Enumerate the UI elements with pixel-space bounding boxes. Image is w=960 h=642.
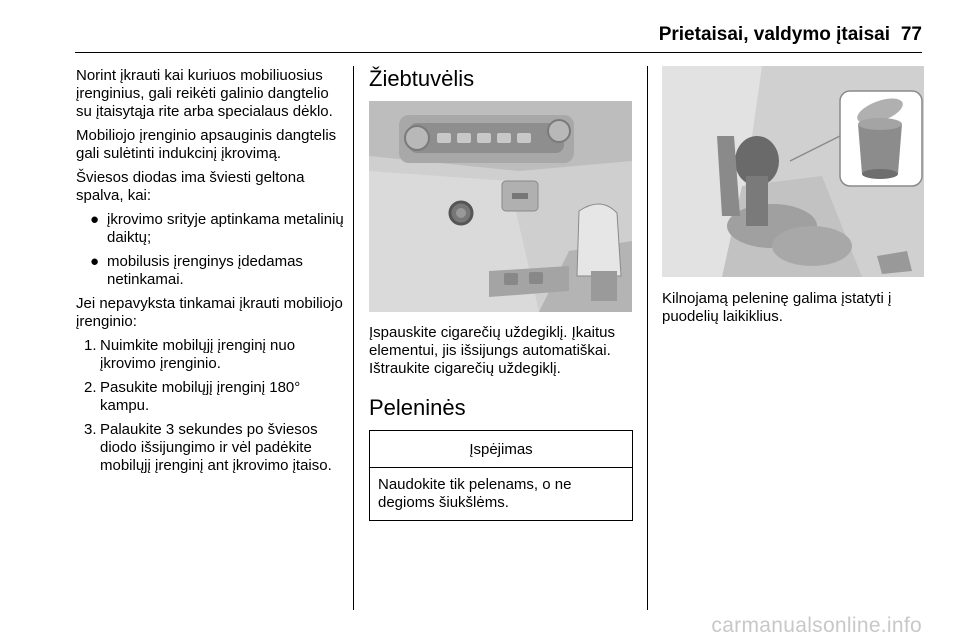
column-middle xyxy=(369,66,633,521)
header-rule xyxy=(75,52,922,53)
section-heading: Žiebtuvėlis xyxy=(369,66,475,91)
bullet-icon: ● xyxy=(90,253,100,270)
section-heading: Peleninės xyxy=(369,395,466,420)
list-item-text: įkrovimo srityje aptinkama metalinių daiktų; xyxy=(107,211,344,246)
paragraph: Jei nepavyksta tinkamai įkrauti mobiliojo įrenginio: xyxy=(76,295,343,330)
page-header xyxy=(0,0,960,60)
list-item-text: mobilusis įrenginys įdedamas netinkamai. xyxy=(107,253,303,288)
warning-text: Naudokite tik pelenams, o ne degioms šiukšlėms. xyxy=(378,476,572,511)
list-item xyxy=(76,379,346,415)
warning-title: Įspėjimas xyxy=(370,431,632,468)
step-number: 1. xyxy=(84,337,97,354)
step-number: 2. xyxy=(84,379,97,396)
warning-box xyxy=(369,430,633,521)
bullet-icon: ● xyxy=(90,211,100,228)
watermark: carmanualsonline.info xyxy=(711,614,922,637)
list-item xyxy=(76,211,346,247)
ashtray-photo xyxy=(662,66,924,277)
page-number: 77 xyxy=(900,24,922,45)
list-item xyxy=(76,421,346,475)
paragraph: Norint įkrauti kai kuriuos mobiliuosius įrenginius, gali reikėti galinio dangtelio su įtaisytąja rite arba specialaus dėklo. xyxy=(76,67,333,120)
column-right xyxy=(662,66,924,332)
column-divider xyxy=(647,66,648,610)
list-item xyxy=(76,253,346,289)
list-item-text: Palaukite 3 sekundes po šviesos diodo išsijungimo ir vėl padėkite mobilųjį įrenginį ant įkrovimo įtaiso. xyxy=(100,421,332,474)
bullet-list xyxy=(76,211,346,289)
list-item-text: Nuimkite mobilųjį įrenginį nuo įkrovimo įrenginio. xyxy=(100,337,296,372)
list-item-text: Pasukite mobilųjį įrenginį 180° kampu. xyxy=(100,379,301,414)
step-number: 3. xyxy=(84,421,97,438)
caption: Kilnojamą peleninę galima įstatyti į puodelių laikiklius. xyxy=(662,290,892,325)
numbered-list xyxy=(76,337,346,475)
column-divider xyxy=(353,66,354,610)
list-item xyxy=(76,337,346,373)
cigarette-lighter-photo xyxy=(369,101,632,312)
column-left xyxy=(76,67,346,481)
ashtray-illustration xyxy=(662,66,924,277)
paragraph: Šviesos diodas ima šviesti geltona spalva, kai: xyxy=(76,169,305,204)
paragraph: Mobiliojo įrenginio apsauginis dangtelis gali sulėtinti indukcinį įkrovimą. xyxy=(76,127,337,162)
cigarette-lighter-illustration xyxy=(369,101,632,312)
paragraph: Įspauskite cigarečių uždegiklį. Įkaitus elementui, jis išsijungs automatiškai. Ištraukite cigarečių uždegiklį. xyxy=(369,324,615,377)
page-title: Prietaisai, valdymo įtaisai xyxy=(658,24,890,45)
